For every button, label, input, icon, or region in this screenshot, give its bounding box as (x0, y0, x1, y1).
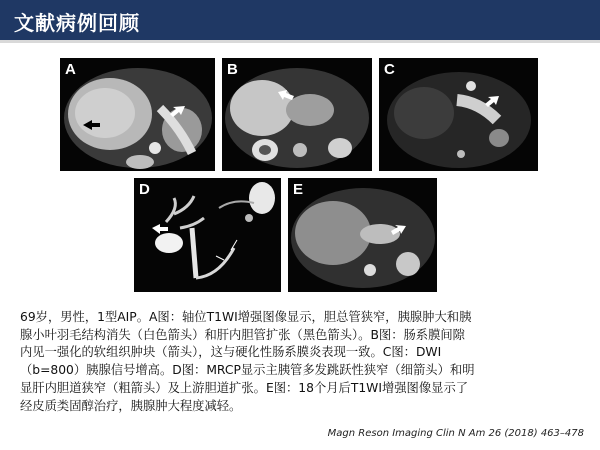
citation: Magn Reson Imaging Clin N Am 26 (2018) 463–478 (327, 428, 584, 439)
caption-line: 内见一强化的软组织肿块（箭头），这与硬化性肠系膜炎表现一致。C图：DWI (20, 345, 442, 360)
figure-panel-a (60, 58, 215, 171)
panel-label-e: E (293, 181, 304, 198)
page-title: 文献病例回顾 (14, 11, 140, 35)
panel-label-a: A (65, 61, 76, 78)
axial-dwi-icon (379, 58, 538, 171)
panel-label-d: D (139, 181, 150, 198)
figure-panel-e (288, 178, 437, 292)
caption-line: 69岁，男性，1型AIP。A图：轴位T1WI增强图像显示，胆总管狭窄，胰腺肿大和胰 (20, 310, 472, 324)
figure-panel-d (134, 178, 281, 292)
caption-line: 腺小叶羽毛结构消失（白色箭头）和肝内胆管扩张（黑色箭头）。B图：肠系膜间隙 (20, 327, 465, 342)
caption-line: （b=800）胰腺信号增高。D图：MRCP显示主胰管多发跳跃性狭窄（细箭头）和明 (20, 363, 475, 378)
axial-mri-t1-icon (288, 178, 437, 292)
title-bar (0, 0, 600, 43)
caption-line: 经皮质类固醇治疗，胰腺肿大程度减轻。 (20, 398, 242, 413)
caption-line: 显肝内胆道狭窄（粗箭头）及上游胆道扩张。E图：18个月后T1WI增强图像显示了 (20, 380, 469, 395)
axial-mri-t1-icon (60, 58, 215, 171)
mrcp-icon (134, 178, 281, 292)
figure-panel-c (379, 58, 538, 171)
panel-label-c: C (384, 61, 395, 78)
axial-mri-t1-icon (222, 58, 372, 171)
figure-panel-b (222, 58, 372, 171)
figure-caption (20, 309, 586, 415)
panel-label-b: B (227, 61, 238, 78)
